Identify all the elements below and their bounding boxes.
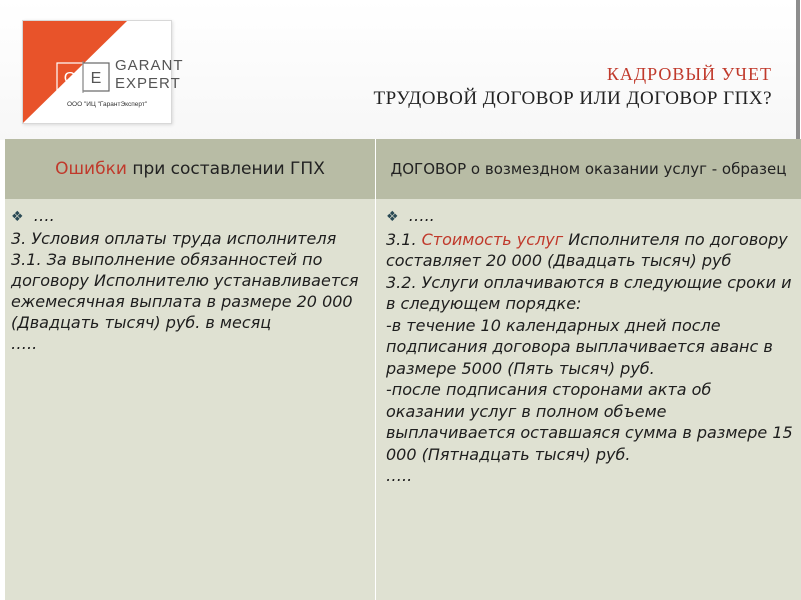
slide-title-line2: ТРУДОВОЙ ДОГОВОР ИЛИ ДОГОВОР ГПХ?	[373, 88, 772, 109]
right-line-1-rest: Исполнителя по договору составляет 20 000 (Двадцать тысяч) руб	[386, 229, 788, 270]
right-line-2: 3.2. Услуги оплачиваются в следующие сроки и в следующем порядке:	[386, 272, 792, 313]
header-right-text: ДОГОВОР о возмездном оказании услуг - образец	[390, 159, 787, 178]
column-divider	[375, 139, 376, 600]
right-line-4: -после подписания сторонами акта об оказании услуг в полном объеме выплачивается оставшаяся сумма в размере 15 000 (Пятнадцать тысяч) руб.	[386, 380, 793, 464]
header-left	[5, 139, 375, 199]
logo-word-expert: EXPERT	[115, 75, 181, 92]
diamond-bullet-icon: ❖	[11, 209, 24, 225]
right-line-1-prefix: 3.1.	[386, 229, 422, 249]
right-line-1	[386, 229, 793, 272]
left-line-2: 3.1. За выполнение обязанностей по договору Исполнителю устанавливается ежемесячная выплата в размере 20 000 (Двадцать тысяч) руб. в месяц	[11, 250, 359, 332]
header-right	[376, 139, 801, 199]
logo-word-garant: GARANT	[115, 57, 184, 74]
left-line-3: …..	[11, 334, 38, 353]
slide-header	[0, 0, 800, 140]
left-bullet-line	[11, 205, 367, 228]
right-line-1-highlight: Стоимость услуг	[421, 229, 564, 249]
slide-title-line1: КАДРОВЫЙ УЧЕТ	[606, 64, 772, 84]
right-line-5: …..	[386, 466, 413, 485]
right-bullet-line	[386, 205, 793, 229]
left-line-1: 3. Условия оплаты труда исполнителя	[11, 229, 337, 248]
diamond-bullet-icon: ❖	[386, 209, 399, 225]
logo-company-name: ООО "ИЦ "ГарантЭксперт"	[67, 101, 148, 108]
cell-left	[5, 199, 375, 600]
logo-letter-e: E	[90, 70, 102, 87]
right-bullet-text: …..	[408, 206, 435, 225]
right-line-3: -в течение 10 календарных дней после подписания договора выплачивается аванс в размере 5000 (Пять тысяч) руб.	[386, 315, 773, 378]
header-left-text: при составлении ГПХ	[126, 158, 325, 179]
logo	[22, 20, 184, 124]
comparison-table	[5, 139, 801, 600]
header-left-highlight: Ошибки	[55, 158, 127, 179]
logo-letter-g: G	[63, 70, 77, 87]
cell-right	[376, 199, 801, 600]
left-bullet-text: ….	[33, 206, 55, 225]
